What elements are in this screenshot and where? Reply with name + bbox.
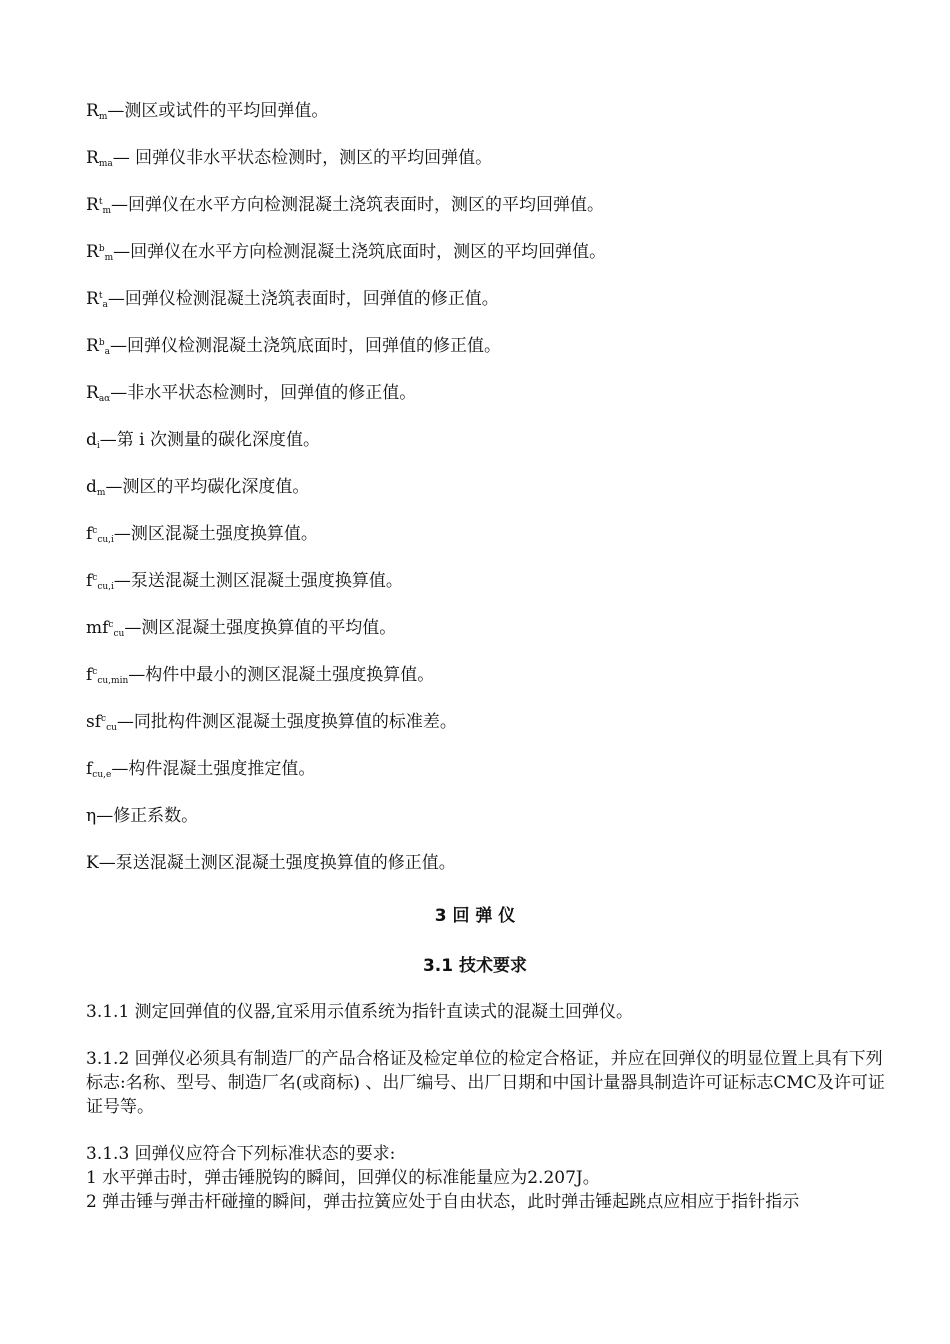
symbol-description: —第 i 次测量的碳化深度值。 <box>99 430 321 450</box>
symbol-base: f <box>86 524 93 544</box>
clause-3-1-3-item-2: 2 弹击锤与弹击杆碰撞的瞬间，弹击拉簧应处于自由状态，此时弹击锤起跳点应相应于指针指示 <box>86 1192 800 1212</box>
symbol-base: K <box>86 853 99 873</box>
symbol-description: —测区混凝土强度换算值的平均值。 <box>124 618 397 638</box>
symbol-superscript: c <box>108 620 114 630</box>
symbol-base: d <box>86 477 97 497</box>
symbol-base: R <box>86 242 99 262</box>
symbol-subscript: ma <box>98 159 113 169</box>
symbol-base: f <box>86 665 93 685</box>
symbol-description: —泵送混凝土测区混凝土强度换算值。 <box>113 571 403 591</box>
symbol-subscript: a <box>102 300 108 310</box>
symbol-description: —回弹仪检测混凝土浇筑表面时，回弹值的修正值。 <box>107 289 499 309</box>
symbol-subscript: cu <box>113 629 125 639</box>
symbol-superscript: t <box>98 197 103 207</box>
symbol-superscript: c <box>92 526 98 536</box>
symbol-superscript: b <box>98 244 105 254</box>
symbol-description: —构件混凝土强度推定值。 <box>111 759 316 779</box>
symbol-definition <box>86 571 403 591</box>
symbol-base: R <box>86 289 99 309</box>
symbol-definition <box>86 336 501 356</box>
symbol-description: —测区或试件的平均回弹值。 <box>107 101 329 121</box>
symbol-definition <box>86 430 320 450</box>
symbol-definition <box>86 242 606 262</box>
symbol-subscript: cu,e <box>92 770 112 780</box>
symbol-definition <box>86 383 416 403</box>
symbol-subscript: a <box>104 347 110 357</box>
symbol-definition <box>86 289 499 309</box>
symbol-definition <box>86 853 456 873</box>
symbol-superscript: t <box>98 291 103 301</box>
symbol-definition <box>86 148 492 168</box>
symbol-definition <box>86 806 198 826</box>
symbol-definition <box>86 524 318 544</box>
symbol-description: —修正系数。 <box>96 806 199 826</box>
symbol-subscript: m <box>96 488 106 498</box>
symbol-subscript: cu <box>106 723 117 733</box>
chapter-title: 3 回 弹 仪 <box>434 906 516 926</box>
symbol-base: R <box>86 195 99 215</box>
symbol-description: —构件中最小的测区混凝土强度换算值。 <box>128 665 435 685</box>
symbol-base: f <box>86 571 93 591</box>
clause-3-1-3-item-1: 1 水平弹击时，弹击锤脱钩的瞬间，回弹仪的标准能量应为2.207J。 <box>86 1168 600 1188</box>
symbol-subscript: cu,i <box>97 535 114 545</box>
symbol-base: d <box>86 430 97 450</box>
symbol-description: —测区的平均碳化深度值。 <box>105 477 310 497</box>
symbol-base: R <box>86 336 99 356</box>
clause-3-1-2: 3.1.2 回弹仪必须具有制造厂的产品合格证及检定单位的检定合格证，并应在回弹仪的明显位置上具有下列标志:名称、型号、制造厂名(或商标) 、出厂编号、出厂日期和中国计量器具制造许可证标志CMC及许可证证号等。 <box>86 1049 885 1117</box>
symbol-superscript: b <box>98 338 105 348</box>
symbol-description: —回弹仪检测混凝土浇筑底面时，回弹值的修正值。 <box>109 336 501 356</box>
symbol-subscript: m <box>98 112 108 122</box>
symbol-base: R <box>86 101 99 121</box>
symbol-description: —同批构件测区混凝土强度换算值的标准差。 <box>116 712 457 732</box>
symbol-subscript: m <box>104 253 114 263</box>
symbol-subscript: cu,i <box>97 582 114 592</box>
clause-3-1-1: 3.1.1 测定回弹值的仪器,宜采用示值系统为指针直读式的混凝土回弹仪。 <box>86 1002 634 1022</box>
symbol-description: —回弹仪在水平方向检测混凝土浇筑底面时，测区的平均回弹值。 <box>113 242 607 262</box>
symbol-base: f <box>86 759 93 779</box>
symbol-definition <box>86 195 604 215</box>
symbol-base: η <box>86 806 97 826</box>
symbol-definition <box>86 101 328 121</box>
symbol-description: —非水平状态检测时，回弹值的修正值。 <box>110 383 417 403</box>
clause-3-1-3: 3.1.3 回弹仪应符合下列标准状态的要求: <box>86 1144 396 1164</box>
symbol-base: sf <box>86 712 102 732</box>
symbol-description: — 回弹仪非水平状态检测时，测区的平均回弹值。 <box>112 148 493 168</box>
symbol-base: R <box>86 148 99 168</box>
symbol-superscript: c <box>101 714 107 724</box>
symbol-definition <box>86 759 315 779</box>
symbol-subscript: i <box>96 441 100 451</box>
symbol-description: —测区混凝土强度换算值。 <box>113 524 318 544</box>
symbol-description: —泵送混凝土测区混凝土强度换算值的修正值。 <box>98 853 456 873</box>
symbol-base: mf <box>86 618 109 638</box>
symbol-definition <box>86 665 434 685</box>
symbol-subscript: m <box>102 206 111 216</box>
symbol-description: —回弹仪在水平方向检测混凝土浇筑表面时，测区的平均回弹值。 <box>110 195 604 215</box>
symbol-superscript: c <box>92 573 98 583</box>
symbol-definition <box>86 618 396 638</box>
symbol-subscript: cu,min <box>97 676 129 686</box>
symbol-base: R <box>86 383 99 403</box>
section-title: 3.1 技术要求 <box>422 956 528 976</box>
symbol-superscript: c <box>92 667 98 677</box>
symbol-definition <box>86 712 457 732</box>
symbol-subscript: aα <box>98 394 111 404</box>
symbol-definition <box>86 477 309 497</box>
